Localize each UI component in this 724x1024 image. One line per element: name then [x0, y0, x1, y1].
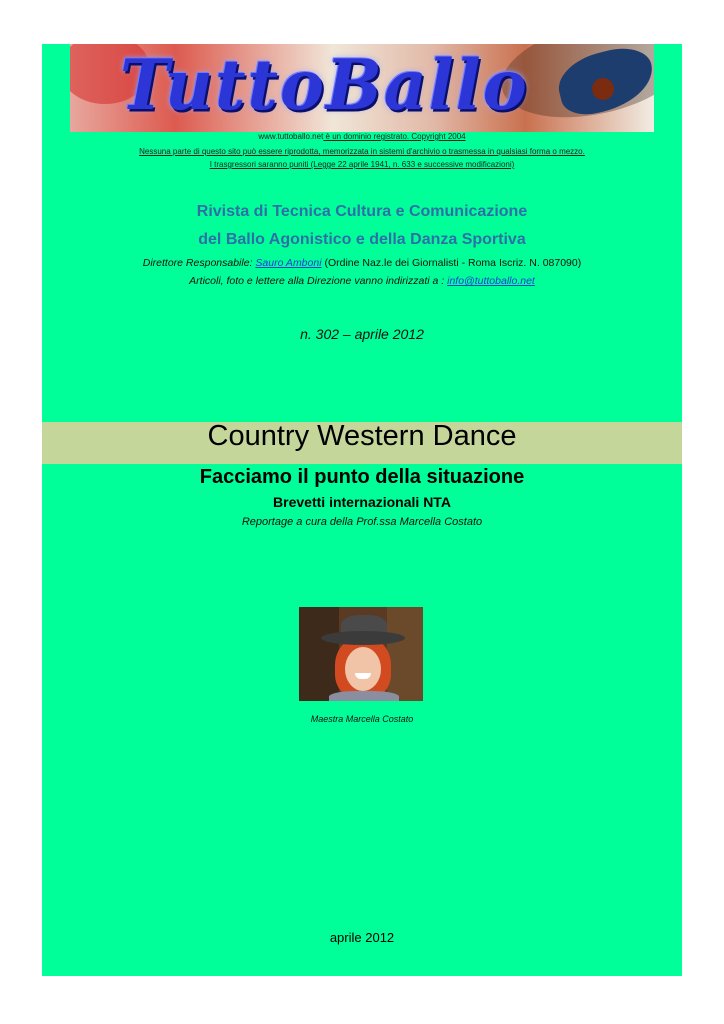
footer-date: aprile 2012 [329, 930, 395, 945]
issue-number: n. 302 – aprile 2012 [300, 326, 424, 342]
article-subsubtitle: Brevetti internazionali NTA [273, 494, 451, 510]
director-line [42, 257, 682, 269]
article-byline: Reportage a cura della Prof.ssa Marcella Costato [241, 516, 483, 528]
tuttoballo-banner [70, 44, 654, 132]
photo-background [387, 607, 423, 701]
portrait-shirt [329, 691, 399, 701]
dance-shoe-heel [592, 78, 614, 100]
cowboy-hat-brim [321, 631, 405, 645]
magazine-logo: TuttoBallo [120, 44, 529, 126]
legal-notice: I trasgressori saranno puniti (Legge 22 aprile 1941, n. 633 e successive modificazioni) [209, 160, 515, 169]
director-label: Direttore Responsabile: [142, 257, 256, 269]
copyright-text: è un dominio registrato. Copyright 2004 [323, 132, 466, 141]
magazine-subtitle-line2: del Ballo Agonistico e della Danza Sportiva [198, 231, 526, 248]
contact-label: Articoli, foto e lettere alla Direzione vanno indirizzati a : [189, 275, 448, 287]
copyright-notice [42, 132, 682, 141]
cover-page [42, 44, 682, 976]
article-subtitle: Facciamo il punto della situazione [199, 466, 525, 488]
domain-text: www.tuttoballo.net [258, 132, 324, 141]
email-link[interactable]: info@tuttoballo.net [447, 275, 535, 287]
portrait-face [345, 647, 381, 691]
magazine-subtitle-line1: Rivista di Tecnica Cultura e Comunicazione [196, 203, 528, 220]
director-link[interactable]: Sauro Amboni [255, 257, 322, 269]
reproduction-notice: Nessuna parte di questo sito può essere riprodotta, memorizzata in sistemi d'archivio o trasmessa in qualsiasi forma o mezzo. [139, 147, 585, 156]
director-info: (Ordine Naz.le dei Giornalisti - Roma Iscriz. N. 087090) [321, 257, 582, 269]
portrait-photo [299, 607, 423, 701]
article-title: Country Western Dance [207, 420, 517, 452]
contact-line [42, 275, 682, 287]
photo-background [299, 607, 339, 701]
photo-caption: Maestra Marcella Costato [310, 714, 414, 724]
